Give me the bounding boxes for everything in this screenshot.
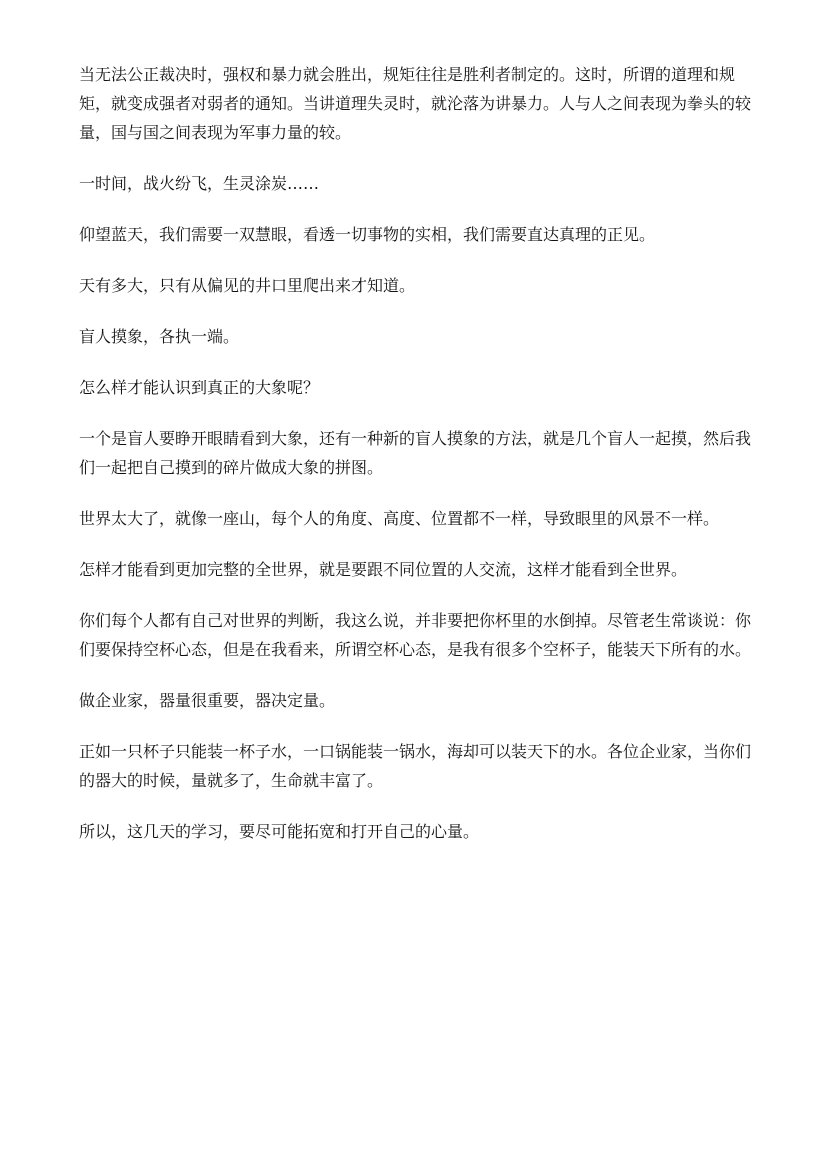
paragraph: 世界太大了，就像一座山，每个人的角度、高度、位置都不一样，导致眼里的风景不一样。 [79, 509, 720, 528]
paragraph: 正如一只杯子只能装一杯子水，一口锅能装一锅水，海却可以装天下的水。各位企业家，当你们的器大的时候，量就多了，生命就丰富了。 [79, 742, 752, 790]
paragraph: 盲人摸象，各执一端。 [79, 327, 240, 346]
paragraph: 怎么样才能认识到真正的大象呢？ [79, 378, 320, 397]
paragraph: 所以，这几天的学习，要尽可能拓宽和打开自己的心量。 [79, 822, 480, 841]
paragraph: 一个是盲人要睁开眼睛看到大象，还有一种新的盲人摸象的方法，就是几个盲人一起摸，然后我们一起把自己摸到的碎片做成大象的拼图。 [79, 429, 752, 477]
paragraph: 一时间，战火纷飞，生灵涂炭…… [79, 174, 320, 193]
paragraph: 做企业家，器量很重要，器决定量。 [79, 691, 336, 710]
paragraph: 你们每个人都有自己对世界的判断，我这么说，并非要把你杯里的水倒掉。尽管老生常谈说：你们要保持空杯心态，但是在我看来，所谓空杯心态，是我有很多个空杯子，能装天下所有的水。 [79, 611, 752, 659]
paragraph: 怎样才能看到更加完整的全世界，就是要跟不同位置的人交流，这样才能看到全世界。 [79, 560, 688, 579]
paragraph: 仰望蓝天，我们需要一双慧眼，看透一切事物的实相，我们需要直达真理的正见。 [79, 225, 656, 244]
paragraph: 当无法公正裁决时，强权和暴力就会胜出，规矩往往是胜利者制定的。这时，所谓的道理和规矩，就变成强者对弱者的通知。当讲道理失灵时，就沦落为讲暴力。人与人之间表现为拳头的较量，国与国之间表现为军事力量的较。 [79, 65, 752, 142]
document-body [79, 60, 751, 868]
paragraph: 天有多大，只有从偏见的井口里爬出来才知道。 [79, 276, 416, 295]
